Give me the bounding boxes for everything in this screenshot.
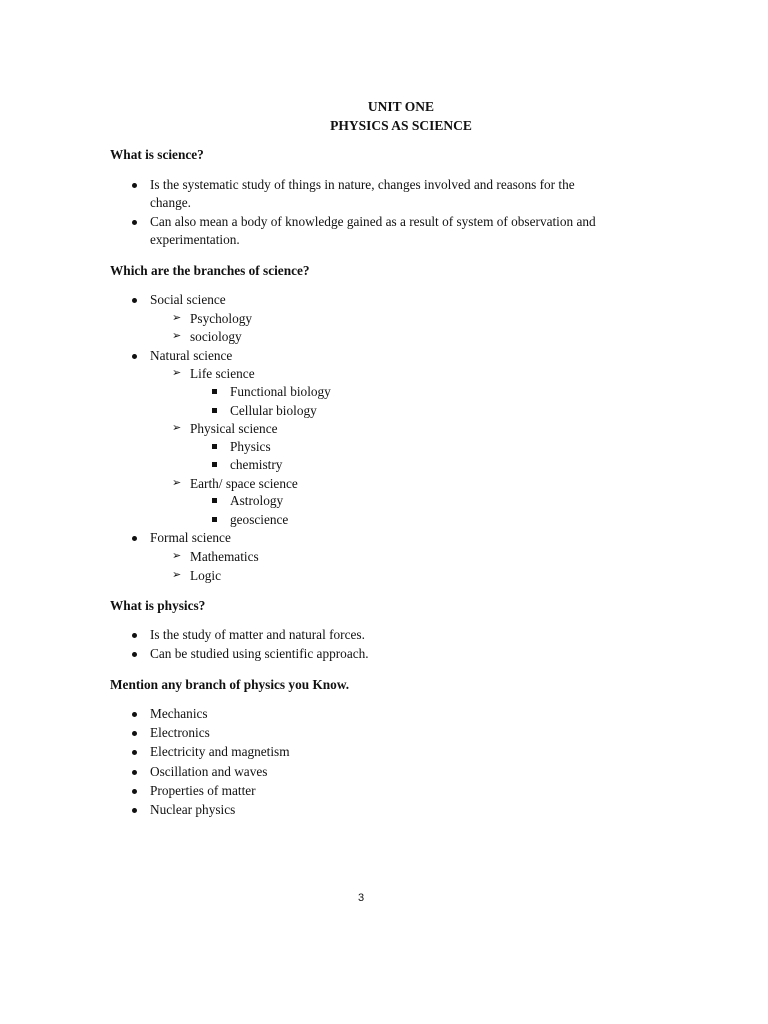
square-bullet: [212, 444, 217, 449]
physics-branch-item: Oscillation and waves: [150, 764, 268, 779]
branch-mathematics: Mathematics: [190, 549, 259, 564]
bullet-dot: [132, 298, 137, 303]
science-definition-1-cont: change.: [150, 195, 191, 210]
heading-branches-of-science: Which are the branches of science?: [110, 263, 310, 278]
page-number: 3: [357, 892, 365, 904]
unit-title: UNIT ONE: [367, 99, 435, 114]
bullet-dot: [132, 770, 137, 775]
branch-logic: Logic: [190, 568, 222, 583]
branch-life-science: Life science: [190, 366, 255, 381]
bullet-dot: [132, 536, 137, 541]
heading-branches-of-physics: Mention any branch of physics you Know.: [110, 677, 350, 692]
physics-branch-item: Mechanics: [150, 706, 208, 721]
science-definition-2: Can also mean a body of knowledge gained as a result of system of observation and: [150, 214, 596, 229]
square-bullet: [212, 498, 217, 503]
bullet-dot: [132, 731, 137, 736]
square-bullet: [212, 389, 217, 394]
branch-cellular-biology: Cellular biology: [230, 403, 317, 418]
physics-branch-item: Electricity and magnetism: [150, 744, 290, 759]
heading-what-is-science: What is science?: [110, 147, 204, 162]
unit-subtitle: PHYSICS AS SCIENCE: [330, 118, 472, 133]
bullet-dot: [132, 354, 137, 359]
physics-branch-item: Nuclear physics: [150, 802, 236, 817]
branch-geoscience: geoscience: [230, 512, 289, 527]
branch-earth-space-science: Earth/ space science: [190, 476, 298, 491]
physics-branch-item: Properties of matter: [150, 783, 256, 798]
science-definition-1: Is the systematic study of things in nature, changes involved and reasons for the: [150, 177, 575, 192]
branch-physics: Physics: [230, 439, 271, 454]
arrow-bullet-icon: ➢: [172, 311, 182, 324]
bullet-dot: [132, 183, 137, 188]
branch-social-science: Social science: [150, 292, 226, 307]
branch-natural-science: Natural science: [150, 348, 233, 363]
arrow-bullet-icon: ➢: [172, 366, 182, 379]
bullet-dot: [132, 789, 137, 794]
physics-branch-item: Electronics: [150, 725, 210, 740]
branch-psychology: Psychology: [190, 311, 253, 326]
square-bullet: [212, 517, 217, 522]
branch-physical-science: Physical science: [190, 421, 278, 436]
branch-functional-biology: Functional biology: [230, 384, 331, 399]
branch-chemistry: chemistry: [230, 457, 283, 472]
bullet-dot: [132, 808, 137, 813]
arrow-bullet-icon: ➢: [172, 568, 182, 581]
science-definition-2-cont: experimentation.: [150, 232, 240, 247]
square-bullet: [212, 408, 217, 413]
square-bullet: [212, 462, 217, 467]
bullet-dot: [132, 712, 137, 717]
branch-sociology: sociology: [190, 329, 242, 344]
bullet-dot: [132, 652, 137, 657]
heading-what-is-physics: What is physics?: [110, 598, 206, 613]
branch-formal-science: Formal science: [150, 530, 231, 545]
physics-definition-2: Can be studied using scientific approach.: [150, 646, 369, 661]
arrow-bullet-icon: ➢: [172, 421, 182, 434]
branch-astrology: Astrology: [230, 493, 284, 508]
bullet-dot: [132, 750, 137, 755]
arrow-bullet-icon: ➢: [172, 549, 182, 562]
arrow-bullet-icon: ➢: [172, 476, 182, 489]
physics-definition-1: Is the study of matter and natural forces.: [150, 627, 365, 642]
arrow-bullet-icon: ➢: [172, 329, 182, 342]
bullet-dot: [132, 633, 137, 638]
bullet-dot: [132, 220, 137, 225]
